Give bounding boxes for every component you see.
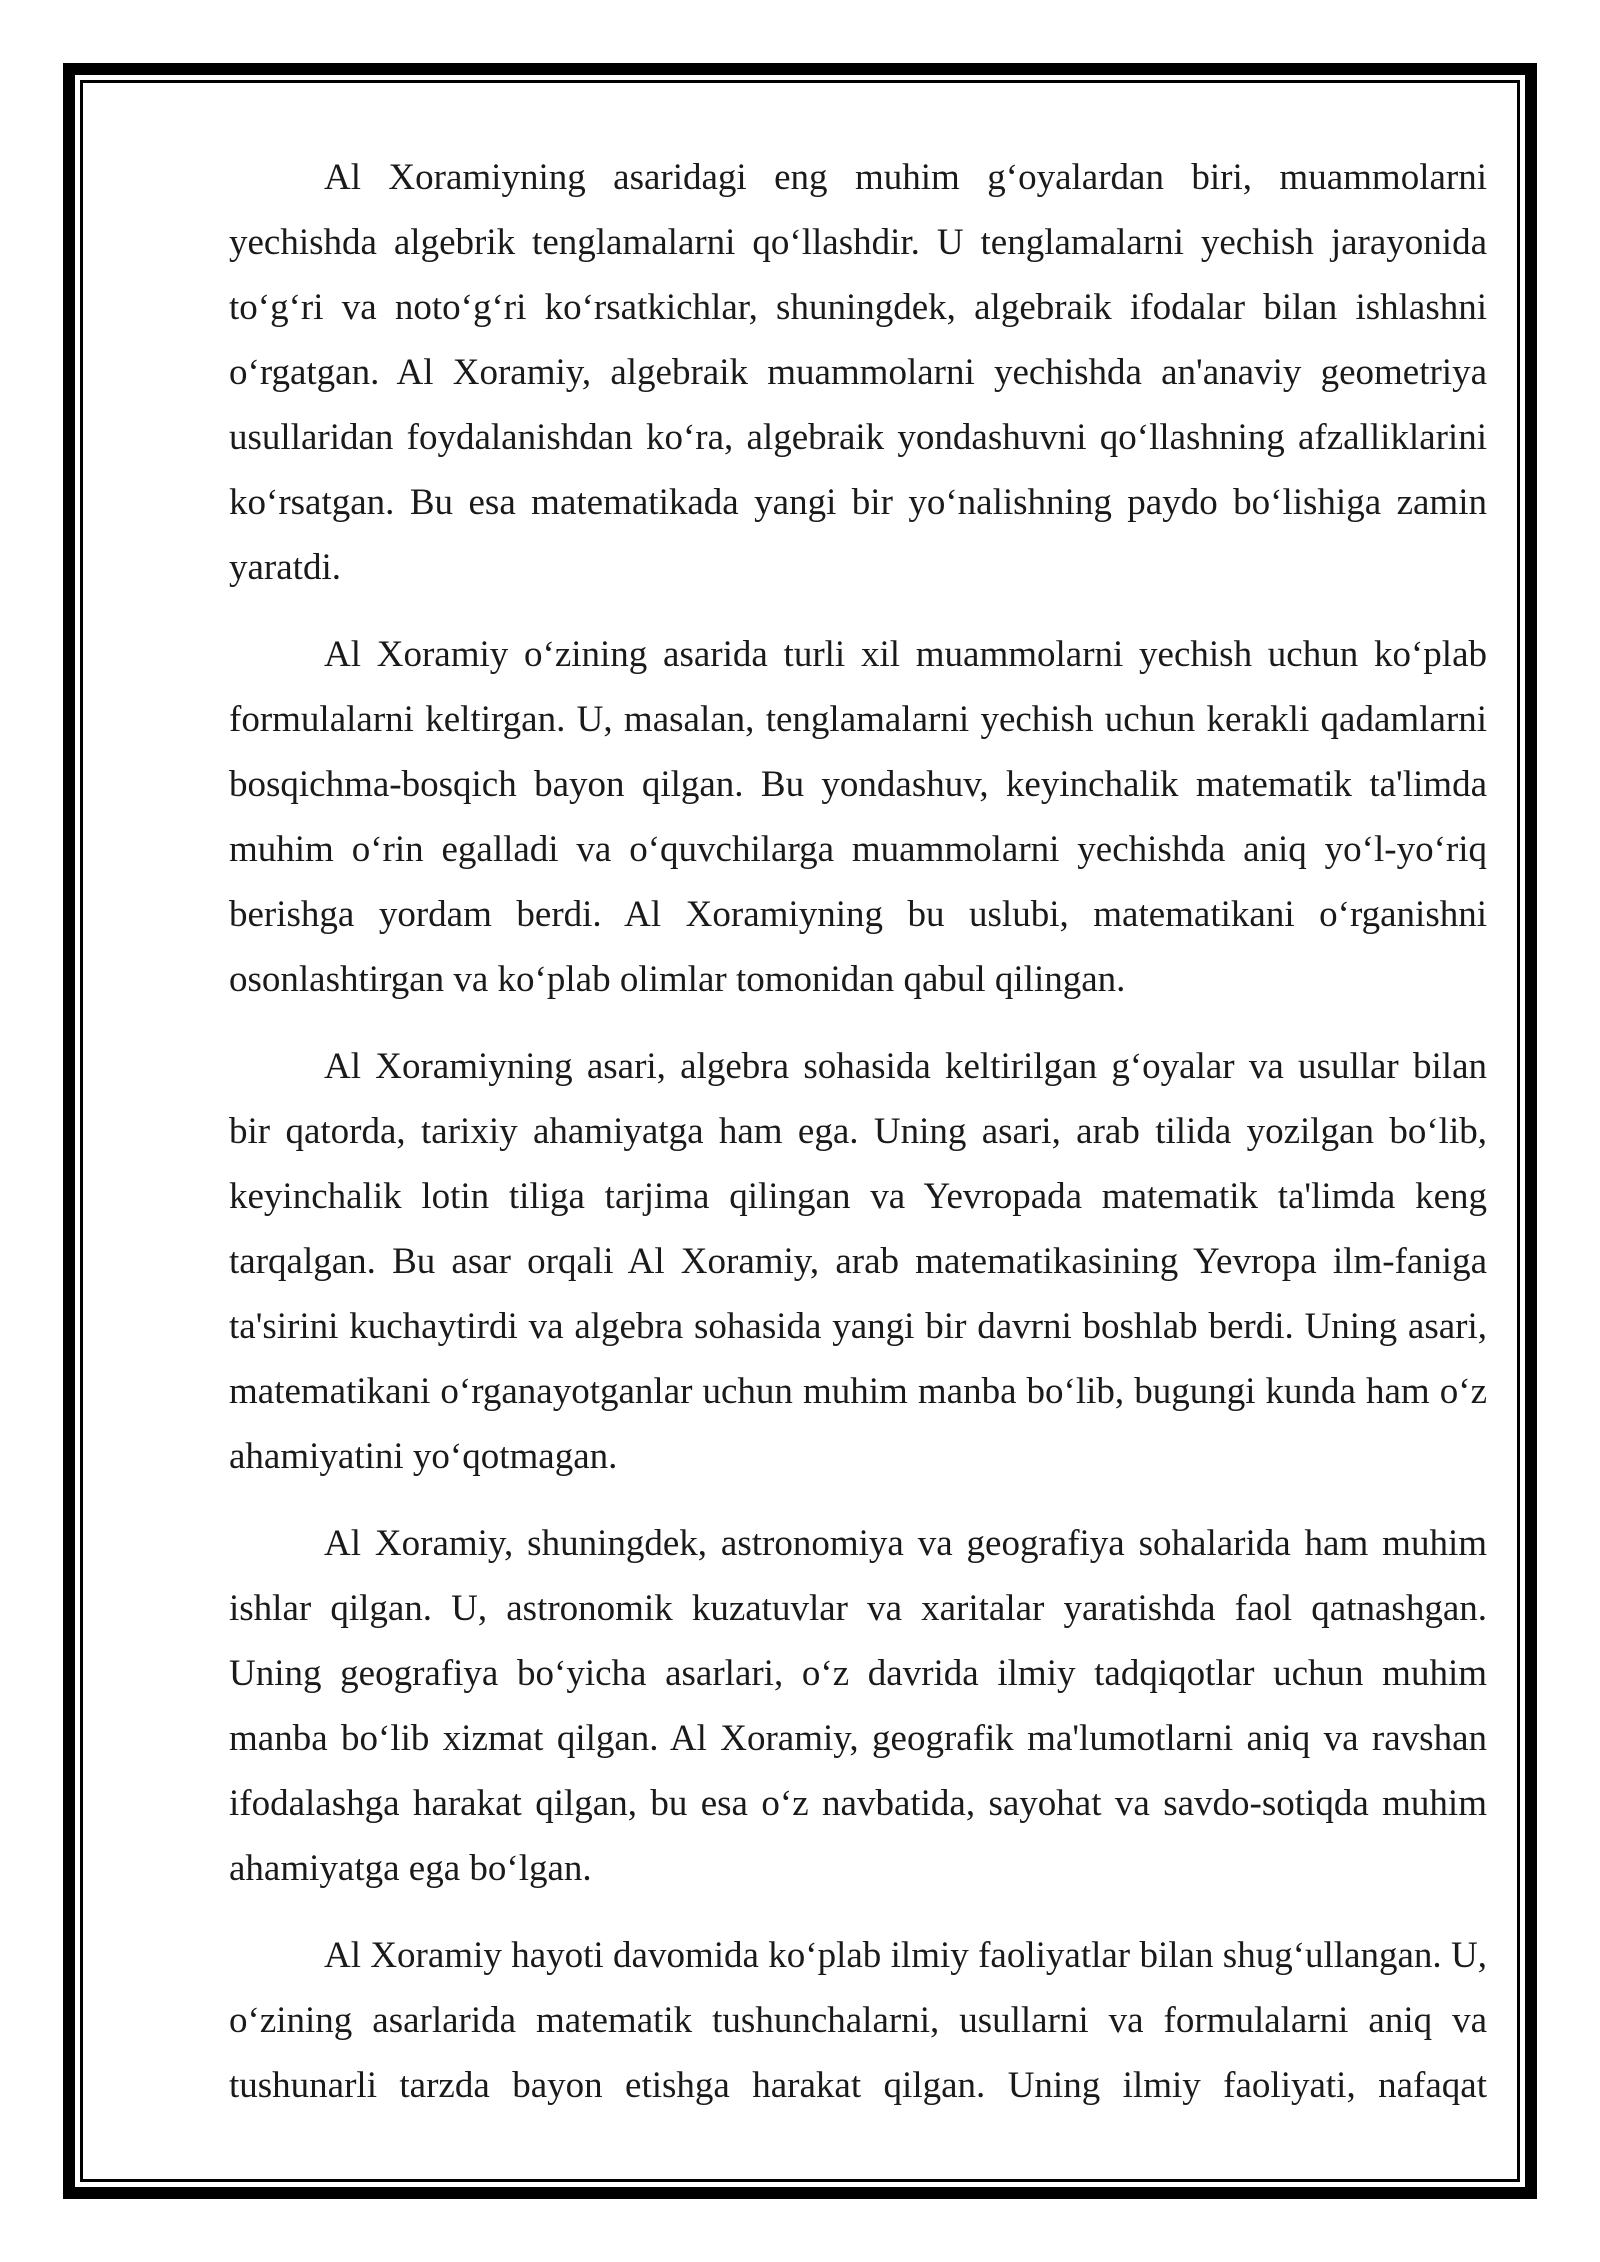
paragraph-2: Al Xoramiy o‘zining asarida turli xil muammolarni yechish uchun ko‘plab formulalarni keltirgan. U, masalan, tenglamalarni yechish uchun kerakli qadamlarni bosqichma-bosqich bayon qilgan. Bu yondashuv, keyinchalik matematik ta'limda muhim o‘rin egalladi va o‘quvchilarga muammolarni yechishda aniq yo‘l-yo‘riq berishga yordam berdi. Al Xoramiyning bu uslubi, matematikani o‘rganishni osonlashtirgan va ko‘plab olimlar tomonidan qabul qilingan. [229,634,1487,1000]
paragraph-1: Al Xoramiyning asaridagi eng muhim g‘oyalardan biri, muammolarni yechishda algebrik tenglamalarni qo‘llashdir. U tenglamalarni yechish jarayonida to‘g‘ri va noto‘g‘ri ko‘rsatkichlar, shuningdek, algebraik ifodalar bilan ishlashni o‘rgatgan. Al Xoramiy, algebraik muammolarni yechishda an'anaviy geometriya usullaridan foydalanishdan ko‘ra, algebraik yondashuvni qo‘llashning afzalliklarini ko‘rsatgan. Bu esa matematikada yangi bir yo‘nalishning paydo bo‘lishiga zamin yaratdi. [229,157,1487,588]
document-body [229,145,1487,2118]
paragraph-4: Al Xoramiy, shuningdek, astronomiya va geografiya sohalarida ham muhim ishlar qilgan. U, astronomik kuzatuvlar va xaritalar yaratishda faol qatnashgan. Uning geografiya bo‘yicha asarlari, o‘z davrida ilmiy tadqiqotlar uchun muhim manba bo‘lib xizmat qilgan. Al Xoramiy, geografik ma'lumotlarni aniq va ravshan ifodalashga harakat qilgan, bu esa o‘z navbatida, sayohat va savdo-sotiqda muhim ahamiyatga ega bo‘lgan. [229,1523,1487,1889]
paragraph-3: Al Xoramiyning asari, algebra sohasida keltirilgan g‘oyalar va usullar bilan bir qatorda, tarixiy ahamiyatga ham ega. Uning asari, arab tilida yozilgan bo‘lib, keyinchalik lotin tiliga tarjima qilingan va Yevropada matematik ta'limda keng tarqalgan. Bu asar orqali Al Xoramiy, arab matematikasining Yevropa ilm-faniga ta'sirini kuchaytirdi va algebra sohasida yangi bir davrni boshlab berdi. Uning asari, matematikani o‘rganayotganlar uchun muhim manba bo‘lib, bugungi kunda ham o‘z ahamiyatini yo‘qotmagan. [229,1046,1487,1477]
paragraph-5: Al Xoramiy hayoti davomida ko‘plab ilmiy faoliyatlar bilan shug‘ullangan. U, o‘zining asarlarida matematik tushunchalarni, usullarni va formulalarni aniq va tushunarli tarzda bayon etishga harakat qilgan. Uning ilmiy faoliyati, nafaqat [229,1935,1487,2106]
